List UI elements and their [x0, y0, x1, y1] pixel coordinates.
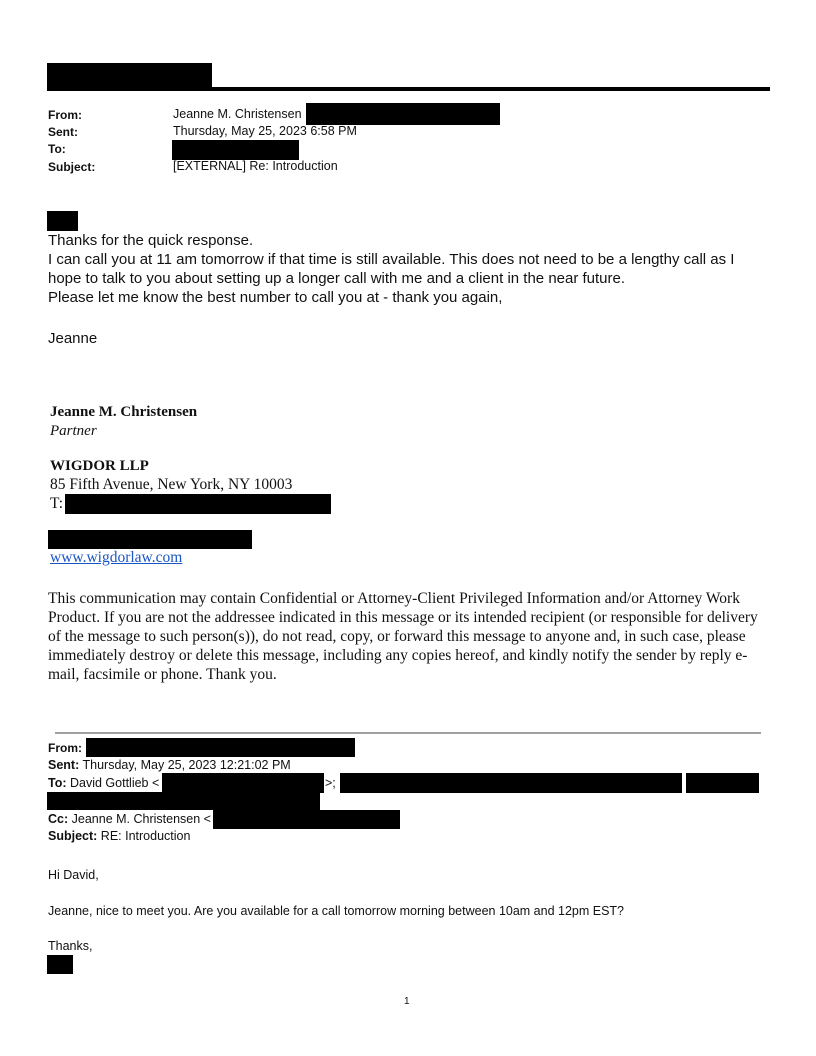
quoted-to-separator: >; — [325, 776, 336, 790]
redacted-email — [48, 530, 252, 549]
signature-phone-label: T: — [50, 495, 64, 512]
from-label: From: — [48, 108, 82, 122]
redacted-greeting-name — [47, 211, 78, 231]
header-rule — [47, 87, 770, 91]
sent-value: Thursday, May 25, 2023 6:58 PM — [173, 124, 357, 138]
body-line-2: I can call you at 11 am tomorrow if that time is still available. This does not need to be a lengthy call as I — [48, 251, 735, 268]
from-value: Jeanne M. Christensen — [173, 107, 302, 121]
body-closing: Jeanne — [48, 330, 98, 347]
website-link[interactable]: www.wigdorlaw.com — [50, 549, 183, 566]
quoted-subject-value: RE: Introduction — [100, 829, 191, 843]
redacted-quoted-to-others-2 — [686, 773, 759, 793]
confidentiality-disclaimer: This communication may contain Confidential or Attorney-Client Privileged Information and/or Attorney Work Product. If you are not the addressee indicated in this message or its intended recipient (or responsible for delivery of the message to such person(s)), do not read, copy, or forward this message to anyone and, in such case, please immediately destroy or delete this message, including any copies hereof, and kindly notify the sender by reply e-mail, facsimile or phone. Thank you. — [48, 590, 758, 683]
signature-address: 85 Fifth Avenue, New York, NY 10003 — [50, 476, 293, 493]
body-line-1: Thanks for the quick response. — [48, 232, 254, 249]
quoted-from-label: From: — [48, 741, 82, 755]
quoted-subject-label: Subject: — [48, 829, 98, 843]
sent-label: Sent: — [48, 125, 78, 139]
signature-name: Jeanne M. Christensen — [50, 404, 198, 420]
quoted-cc-label: Cc: — [48, 812, 69, 826]
redacted-quoted-to-others-3 — [47, 792, 320, 810]
quoted-signoff: Thanks, — [48, 939, 93, 953]
signature-title: Partner — [50, 423, 97, 439]
quoted-to-value: David Gottlieb < — [70, 776, 160, 790]
redacted-phone — [65, 494, 331, 514]
redacted-quoted-cc-email — [213, 810, 400, 829]
signature-firm: WIGDOR LLP — [50, 458, 149, 474]
quoted-sent-value: Thursday, May 25, 2023 12:21:02 PM — [82, 758, 291, 772]
page-number: 1 — [404, 996, 410, 1007]
body-line-4: Please let me know the best number to call you at - thank you again, — [48, 289, 503, 306]
quoted-to-label: To: — [48, 776, 67, 790]
quoted-subject — [48, 829, 190, 843]
redacted-from-email — [306, 103, 500, 125]
quoted-cc-value: Jeanne M. Christensen < — [71, 812, 211, 826]
redacted-quoted-to-email — [162, 773, 324, 793]
redacted-quoted-signature — [47, 955, 73, 974]
quoted-sent — [48, 758, 291, 772]
quoted-sent-label: Sent: — [48, 758, 80, 772]
quoted-cc — [48, 812, 211, 826]
quoted-to — [48, 776, 159, 790]
redacted-header-name — [47, 63, 212, 90]
redacted-quoted-to-others — [340, 773, 682, 793]
quoted-divider — [55, 732, 761, 734]
redacted-quoted-from — [86, 738, 355, 757]
redacted-to-recipient — [172, 140, 299, 160]
subject-label: Subject: — [48, 160, 96, 174]
subject-value: [EXTERNAL] Re: Introduction — [173, 159, 338, 173]
body-line-3: hope to talk to you about setting up a longer call with me and a client in the near future. — [48, 270, 626, 287]
quoted-greeting: Hi David, — [48, 868, 99, 882]
to-label: To: — [48, 142, 66, 156]
quoted-message: Jeanne, nice to meet you. Are you available for a call tomorrow morning between 10am and 12pm EST? — [48, 904, 625, 918]
